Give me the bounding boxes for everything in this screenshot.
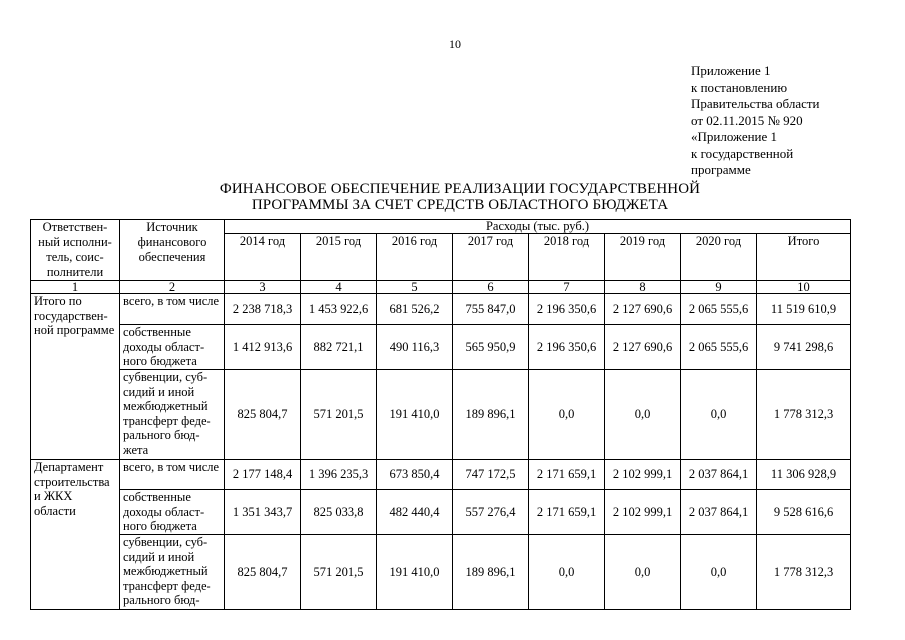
value-cell: 673 850,4 [377,460,453,490]
responsible-cell: Итого по государствен-ной программе [31,294,120,460]
value-cell: 681 526,2 [377,294,453,325]
table-row [31,294,851,325]
value-cell: 2 065 555,6 [681,294,757,325]
value-cell: 2 238 718,3 [225,294,301,325]
appendix-line: Приложение 1 [691,63,771,78]
header-year: 2014 год [225,234,301,281]
value-cell: 2 171 659,1 [529,460,605,490]
financing-table [30,219,851,610]
appendix-line: Правительства области [691,96,820,111]
value-cell: 2 037 864,1 [681,490,757,535]
column-number: 2 [120,281,225,294]
value-cell: 482 440,4 [377,490,453,535]
column-number: 10 [757,281,851,294]
table-row [31,535,851,610]
table-row [31,370,851,460]
total-cell: 9 741 298,6 [757,325,851,370]
value-cell: 2 196 350,6 [529,294,605,325]
column-number: 1 [31,281,120,294]
value-cell: 189 896,1 [453,370,529,460]
value-cell: 0,0 [529,370,605,460]
responsible-cell: Департамент строительства и ЖКХ области [31,460,120,610]
total-cell: 11 306 928,9 [757,460,851,490]
value-cell: 571 201,5 [301,535,377,610]
source-cell: субвенции, суб-сидий и иной межбюджетный трансферт феде-рального бюд-жета [120,370,225,460]
value-cell: 565 950,9 [453,325,529,370]
appendix-line: к постановлению [691,79,788,95]
value-cell: 2 102 999,1 [605,490,681,535]
column-number: 4 [301,281,377,294]
table-row [31,325,851,370]
value-cell: 0,0 [605,370,681,460]
value-cell: 0,0 [529,535,605,610]
appendix-note [691,63,891,179]
total-cell: 1 778 312,3 [757,535,851,610]
value-cell: 2 127 690,6 [605,325,681,370]
table-row [31,490,851,535]
header-year: 2018 год [529,234,605,281]
value-cell: 191 410,0 [377,370,453,460]
header-year: 2017 год [453,234,529,281]
header-year: 2019 год [605,234,681,281]
source-cell: собственные доходы област-ного бюджета [120,325,225,370]
value-cell: 0,0 [605,535,681,610]
value-cell: 0,0 [681,370,757,460]
value-cell: 1 396 235,3 [301,460,377,490]
column-number: 8 [605,281,681,294]
value-cell: 189 896,1 [453,535,529,610]
appendix-line: от 02.11.2015 № 920 [691,112,803,128]
total-cell: 9 528 616,6 [757,490,851,535]
value-cell: 191 410,0 [377,535,453,610]
title-line: ФИНАНСОВОЕ ОБЕСПЕЧЕНИЕ РЕАЛИЗАЦИИ ГОСУДАРСТВЕННОЙ [219,181,701,197]
header-year: 2015 год [301,234,377,281]
value-cell: 490 116,3 [377,325,453,370]
value-cell: 1 351 343,7 [225,490,301,535]
value-cell: 2 177 148,4 [225,460,301,490]
header-total: Итого [757,234,851,281]
value-cell: 2 127 690,6 [605,294,681,325]
source-cell: субвенции, суб-сидий и иной межбюджетный трансферт феде-рального бюд- [120,535,225,610]
value-cell: 0,0 [681,535,757,610]
value-cell: 1 412 913,6 [225,325,301,370]
value-cell: 882 721,1 [301,325,377,370]
value-cell: 825 033,8 [301,490,377,535]
total-cell: 11 519 610,9 [757,294,851,325]
value-cell: 2 196 350,6 [529,325,605,370]
source-cell: собственные доходы област-ного бюджета [120,490,225,535]
column-number: 3 [225,281,301,294]
column-number: 5 [377,281,453,294]
appendix-line: «Приложение 1 [691,129,778,144]
value-cell: 571 201,5 [301,370,377,460]
header-year: 2020 год [681,234,757,281]
column-number: 6 [453,281,529,294]
value-cell: 825 804,7 [225,535,301,610]
column-number: 7 [529,281,605,294]
value-cell: 2 065 555,6 [681,325,757,370]
appendix-line: к государственной [691,145,794,161]
value-cell: 557 276,4 [453,490,529,535]
value-cell: 2 102 999,1 [605,460,681,490]
page-number: 10 [449,37,461,51]
table-row [31,460,851,490]
value-cell: 825 804,7 [225,370,301,460]
header-expenses: Расходы (тыс. руб.) [225,220,851,234]
value-cell: 2 037 864,1 [681,460,757,490]
value-cell: 747 172,5 [453,460,529,490]
header-year: 2016 год [377,234,453,281]
document-title [150,181,770,213]
column-number: 9 [681,281,757,294]
total-cell: 1 778 312,3 [757,370,851,460]
appendix-line: программе [691,162,751,177]
value-cell: 2 171 659,1 [529,490,605,535]
value-cell: 755 847,0 [453,294,529,325]
header-responsible: Ответствен-ный исполни-тель, соис-полнители [31,220,120,281]
header-source: Источник финансового обеспечения [120,220,225,281]
value-cell: 1 453 922,6 [301,294,377,325]
source-cell: всего, в том числе [120,294,225,325]
title-line: ПРОГРАММЫ ЗА СЧЕТ СРЕДСТВ ОБЛАСТНОГО БЮДЖЕТА [251,197,669,213]
source-cell: всего, в том числе [120,460,225,490]
